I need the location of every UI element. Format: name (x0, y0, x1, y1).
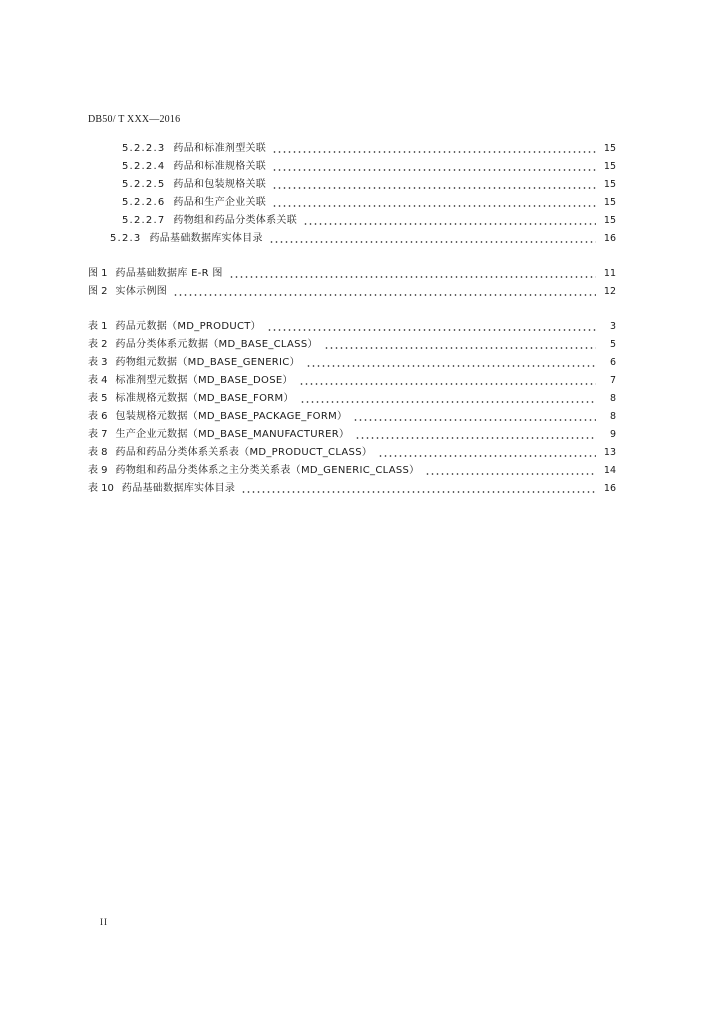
table-entry-page: 6 (609, 357, 616, 368)
toc-entry[interactable] (122, 214, 616, 228)
table-entry-number: 表 3 (88, 357, 108, 368)
table-entry-title: 药品分类体系元数据（MD_BASE_CLASS） (115, 339, 318, 350)
figure-entry-title: 药品基础数据库 E-R 图 (115, 268, 223, 279)
table-entry-title: 药物组和药品分类体系之主分类关系表（MD_GENERIC_CLASS） (115, 465, 420, 476)
toc-entry-number: 5.2.2.6 (122, 197, 166, 208)
toc-leader-dots (299, 383, 596, 385)
toc-entry[interactable] (122, 160, 616, 174)
toc-leader-dots (378, 455, 596, 457)
toc-leader-dots (303, 223, 596, 225)
toc-entry-title: 药品和标准剂型关联 (173, 143, 267, 154)
table-entry-title: 包装规格元数据（MD_BASE_PACKAGE_FORM） (115, 411, 348, 422)
toc-entry-number: 5.2.2.7 (122, 215, 166, 226)
toc-entry-number: 5.2.2.3 (122, 143, 166, 154)
toc-entry-number: 5.2.2.4 (122, 161, 166, 172)
table-entry[interactable] (88, 338, 616, 352)
document-code-header: DB50/ T XXX—2016 (88, 114, 181, 125)
figure-entry-number: 图 2 (88, 286, 108, 297)
figure-entry[interactable] (88, 267, 616, 281)
toc-leader-dots (306, 365, 596, 367)
table-entry-page: 3 (609, 321, 616, 332)
table-entry-title: 标准规格元数据（MD_BASE_FORM） (115, 393, 294, 404)
table-entry-page: 14 (603, 465, 616, 476)
toc-leader-dots (173, 294, 596, 296)
figure-entry[interactable] (88, 285, 616, 299)
figure-entry-page: 12 (603, 286, 616, 297)
table-entry-number: 表 8 (88, 447, 108, 458)
toc-entry-title: 药品和包装规格关联 (173, 179, 267, 190)
toc-leader-dots (324, 347, 596, 349)
toc-leader-dots (272, 169, 596, 171)
table-entry-page: 16 (603, 483, 616, 494)
table-entry[interactable] (88, 320, 616, 334)
toc-leader-dots (353, 419, 596, 421)
table-entry[interactable] (88, 410, 616, 424)
table-entry-number: 表 9 (88, 465, 108, 476)
toc-entry-title: 药品和生产企业关联 (173, 197, 267, 208)
toc-leader-dots (229, 276, 596, 278)
figure-entry-page: 11 (603, 268, 616, 279)
table-entry[interactable] (88, 428, 616, 442)
table-entry[interactable] (88, 374, 616, 388)
toc-leader-dots (300, 401, 596, 403)
table-entry-number: 表 7 (88, 429, 108, 440)
toc-leader-dots (272, 205, 596, 207)
toc-leader-dots (272, 187, 596, 189)
table-entry-page: 8 (609, 393, 616, 404)
toc-leader-dots (241, 491, 596, 493)
table-entry[interactable] (88, 482, 616, 496)
table-entry-title: 药品基础数据库实体目录 (121, 483, 236, 494)
toc-leader-dots (425, 473, 596, 475)
table-entry[interactable] (88, 446, 616, 460)
toc-leader-dots (272, 151, 596, 153)
page-number-footer: II (100, 917, 108, 927)
table-entry[interactable] (88, 464, 616, 478)
toc-entry-title: 药品和标准规格关联 (173, 161, 267, 172)
toc-entry-title: 药品基础数据库实体目录 (149, 233, 263, 244)
table-entry-page: 9 (609, 429, 616, 440)
table-entry-title: 生产企业元数据（MD_BASE_MANUFACTURER） (115, 429, 350, 440)
table-entry-page: 8 (609, 411, 616, 422)
figure-entry-number: 图 1 (88, 268, 108, 279)
figure-entry-title: 实体示例图 (115, 286, 168, 297)
toc-entry-title: 药物组和药品分类体系关联 (173, 215, 297, 226)
table-entry-title: 药品元数据（MD_PRODUCT） (115, 321, 261, 332)
toc-leader-dots (267, 329, 596, 331)
toc-entry[interactable] (122, 142, 616, 156)
toc-entry[interactable] (122, 178, 616, 192)
table-entry-number: 表 5 (88, 393, 108, 404)
table-entry-title: 药品和药品分类体系关系表（MD_PRODUCT_CLASS） (115, 447, 373, 458)
table-entry-page: 7 (609, 375, 616, 386)
table-entry[interactable] (88, 392, 616, 406)
table-entry-number: 表 10 (88, 483, 114, 494)
toc-leader-dots (355, 437, 596, 439)
toc-entry[interactable] (122, 196, 616, 210)
table-entry-title: 药物组元数据（MD_BASE_GENERIC） (115, 357, 300, 368)
toc-leader-dots (269, 241, 596, 243)
table-entry[interactable] (88, 356, 616, 370)
toc-entry[interactable] (110, 232, 616, 246)
toc-entry-page: 15 (603, 143, 616, 154)
table-entry-page: 13 (603, 447, 616, 458)
table-entry-number: 表 6 (88, 411, 108, 422)
toc-entry-page: 15 (603, 179, 616, 190)
toc-entry-page: 15 (603, 197, 616, 208)
table-entry-number: 表 1 (88, 321, 108, 332)
table-entry-number: 表 4 (88, 375, 108, 386)
toc-entry-page: 15 (603, 215, 616, 226)
toc-entry-number: 5.2.2.5 (122, 179, 166, 190)
toc-entry-page: 16 (603, 233, 616, 244)
table-entry-title: 标准剂型元数据（MD_BASE_DOSE） (115, 375, 293, 386)
table-entry-page: 5 (609, 339, 616, 350)
table-entry-number: 表 2 (88, 339, 108, 350)
toc-entry-page: 15 (603, 161, 616, 172)
toc-entry-number: 5.2.3 (110, 233, 142, 244)
